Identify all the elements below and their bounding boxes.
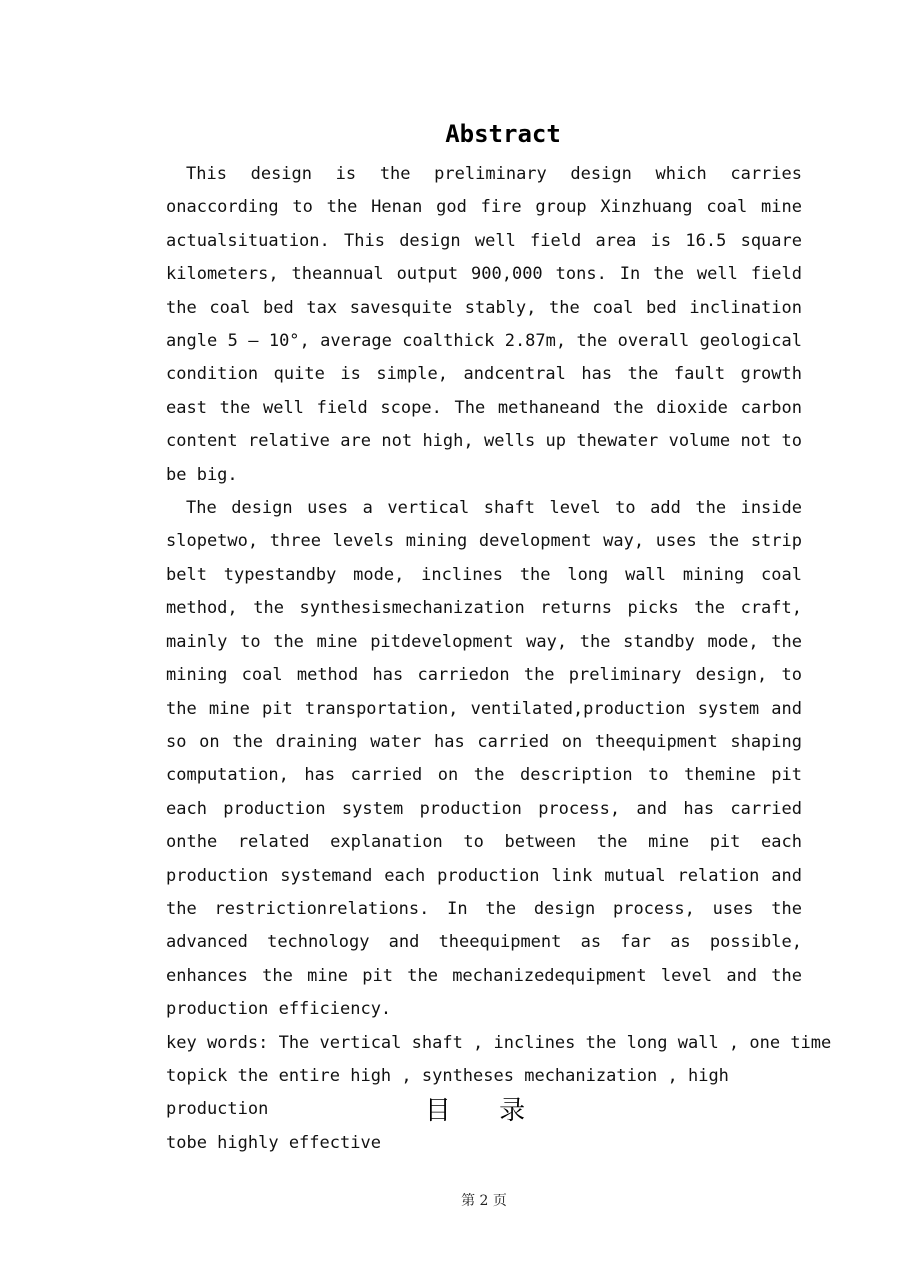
abstract-body	[166, 158, 832, 1160]
keywords-line-1: key words: The vertical shaft , inclines the long wall , one time	[166, 1032, 832, 1053]
keywords-line-2: topick the entire high , syntheses mechanization , high production	[166, 1065, 740, 1120]
abstract-paragraph-2: The design uses a vertical shaft level to add the inside slopetwo, three levels mining development way, uses the strip belt typestandby mode, inclines the long wall mining coal method, the synthesismechanization returns picks the craft, mainly to the mine pitdevelopment way, the standby mode, the mining coal method has carriedon the preliminary design, to the mine pit transportation, ventilated,production system and so on the draining water has carried on theequipment shaping computation, has carried on the description to themine pit each production system production process, and has carried onthe related explanation to between the mine pit each production systemand each production link mutual relation and the restrictionrelations. In the design process, uses the advanced technology and theequipment as far as possible, enhances the mine pit the mechanizedequipment level and the production efficiency.	[166, 498, 802, 1020]
abstract-title: Abstract	[445, 120, 561, 148]
page-number: 第 2 页	[461, 1193, 507, 1209]
keywords-line-3: tobe highly effective	[166, 1132, 381, 1153]
abstract-paragraph-1: This design is the preliminary design which carries onaccording to the Henan god fire group Xinzhuang coal mine actualsituation. This design well field area is 16.5 square kilometers, theannual output 900,000 tons. In the well field the coal bed tax savesquite stably, the coal bed inclination angle 5 – 10°, average coalthick 2.87m, the overall geological condition quite is simple, andcentral has the fault growth east the well field scope. The methaneand the dioxide carbon content relative are not high, wells up thewater volume not to be big.	[166, 164, 802, 485]
toc-title: 目 录	[424, 1096, 546, 1126]
